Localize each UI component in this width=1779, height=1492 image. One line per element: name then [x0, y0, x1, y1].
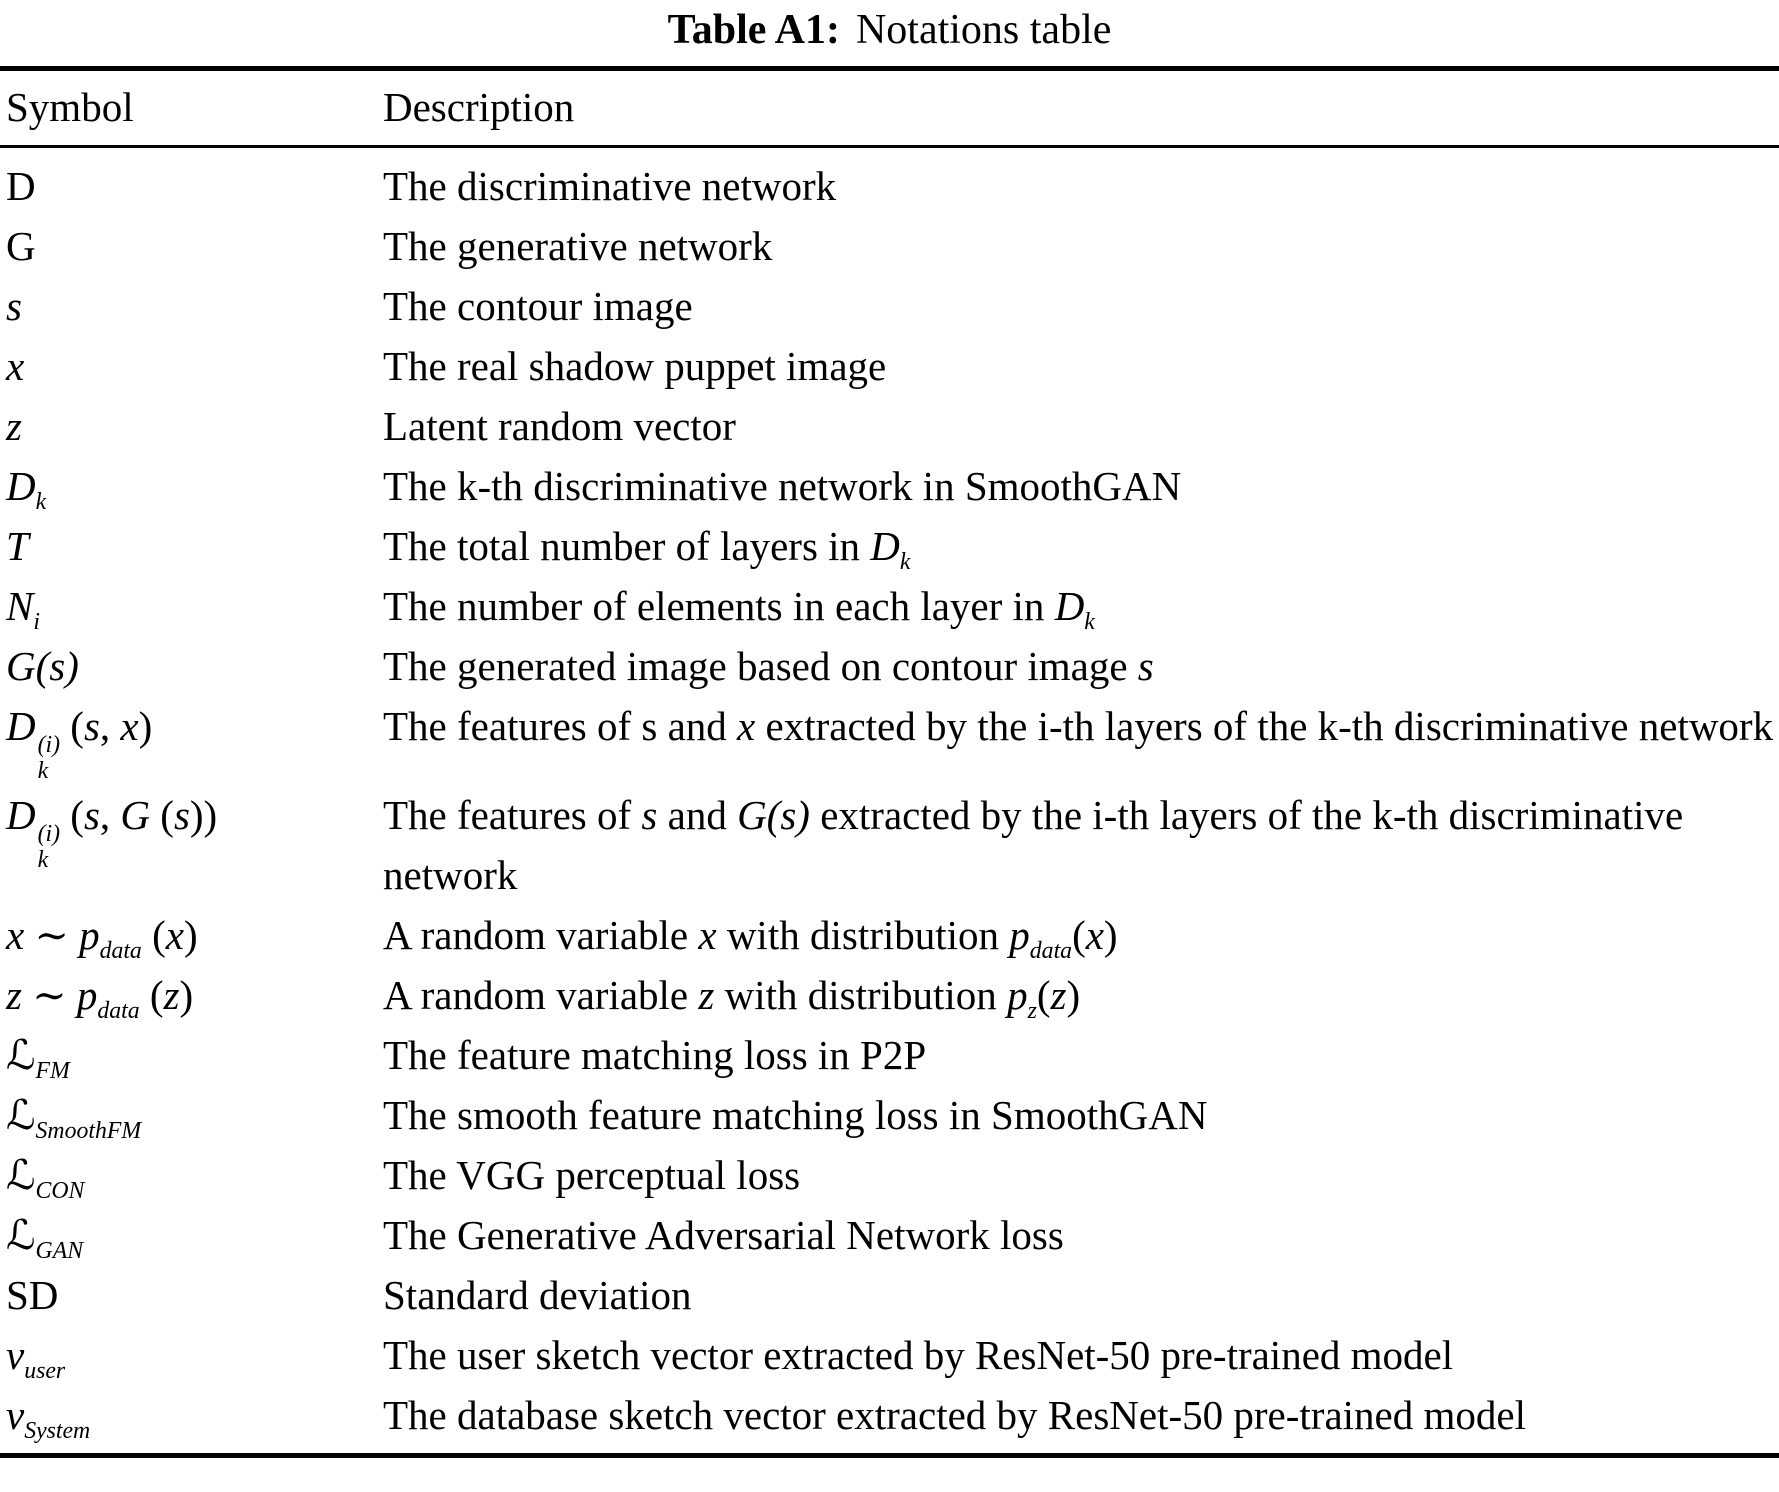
symbol-cell: ℒ$_{SmoothFM}$: [6, 1090, 142, 1144]
symbol-cell: ℒ$_{CON}$: [6, 1150, 85, 1204]
description-cell: The k-th discriminative network in SmoothGAN: [383, 463, 1182, 509]
table-row: [0, 636, 1779, 696]
description-cell: The total number of layers in $D_k$: [383, 523, 911, 576]
table-row: [0, 785, 1779, 905]
table-row: [0, 216, 1779, 276]
symbol-cell: $N_i$: [6, 583, 40, 636]
table-caption-label: Table A1:: [667, 7, 840, 53]
description-cell: The contour image: [383, 283, 693, 329]
table-row: [0, 147, 1779, 217]
symbol-cell: D (i) k (s, x): [6, 703, 153, 785]
math-supsub-stack: (i) k: [37, 732, 61, 785]
table-caption-text: Notations table: [855, 7, 1112, 53]
description-cell: The VGG perceptual loss: [383, 1151, 801, 1198]
symbol-cell: ℒ$_{GAN}$: [6, 1210, 84, 1264]
symbol-cell: ℒ$_{FM}$: [6, 1030, 70, 1084]
description-cell: The number of elements in each layer in $D_k$: [383, 583, 1095, 636]
table-row: [0, 965, 1779, 1025]
table-row: [0, 576, 1779, 636]
description-cell: Standard deviation: [383, 1271, 692, 1318]
table-row: [0, 336, 1779, 396]
table-row: [0, 396, 1779, 456]
table-caption: [0, 0, 1779, 56]
description-cell: The discriminative network: [383, 163, 837, 209]
description-cell: A random variable z with distribution $p_z(z)$: [383, 971, 1081, 1024]
description-cell: The features of s and x extracted by the i-th layers of the k-th discriminative network: [383, 703, 1774, 749]
description-cell: The user sketch vector extracted by ResNet-50 pre-trained model: [383, 1331, 1454, 1378]
symbol-cell: G(s): [6, 643, 79, 689]
description-cell: The feature matching loss in P2P: [383, 1031, 927, 1078]
description-cell: A random variable x with distribution $p_{data}(x)$: [383, 911, 1118, 964]
symbol-cell: z ∼ $p_{data}$ (z): [6, 971, 194, 1024]
table-row: [0, 1325, 1779, 1385]
symbol-cell: $v_{user}$: [6, 1331, 66, 1384]
description-cell: The database sketch vector extracted by ResNet-50 pre-trained model: [383, 1391, 1526, 1438]
description-cell: The smooth feature matching loss in SmoothGAN: [383, 1091, 1208, 1138]
table-row: [0, 456, 1779, 516]
description-cell: The generated image based on contour image s: [383, 643, 1154, 689]
symbol-cell: s: [6, 283, 22, 329]
symbol-cell: x ∼ $p_{data}$ (x): [6, 911, 198, 964]
description-cell: The Generative Adversarial Network loss: [383, 1211, 1064, 1258]
table-body: [0, 147, 1779, 1456]
symbol-cell: z: [6, 403, 22, 449]
header-row: [0, 69, 1779, 147]
table-row: [0, 276, 1779, 336]
symbol-cell: $v_{System}$: [6, 1391, 91, 1444]
table-row: [0, 1265, 1779, 1325]
table-row: [0, 1085, 1779, 1145]
symbol-cell: $D_k$: [6, 463, 47, 516]
symbol-cell: x: [6, 343, 25, 389]
table-row: [0, 905, 1779, 965]
table-row: [0, 1025, 1779, 1085]
table-row: [0, 1385, 1779, 1456]
symbol-cell: G: [6, 223, 36, 269]
math-supsub-stack: (i) k: [37, 821, 61, 873]
notations-table: [0, 66, 1779, 1458]
description-cell: The real shadow puppet image: [383, 343, 887, 389]
description-cell: The generative network: [383, 223, 773, 269]
header-symbol: Symbol: [0, 69, 377, 147]
description-cell: The features of s and G(s) extracted by the i-th layers of the k-th discriminative network: [383, 791, 1684, 898]
table-row: [0, 696, 1779, 785]
description-cell: Latent random vector: [383, 403, 736, 449]
symbol-cell: SD: [6, 1271, 59, 1318]
symbol-cell: T: [6, 523, 29, 569]
symbol-cell: D: [6, 163, 36, 209]
table-row: [0, 1145, 1779, 1205]
table-row: [0, 1205, 1779, 1265]
header-description: Description: [377, 69, 1779, 147]
table-row: [0, 516, 1779, 576]
symbol-cell: D (i) k (s, G (s)): [6, 791, 218, 873]
table-header: [0, 69, 1779, 147]
